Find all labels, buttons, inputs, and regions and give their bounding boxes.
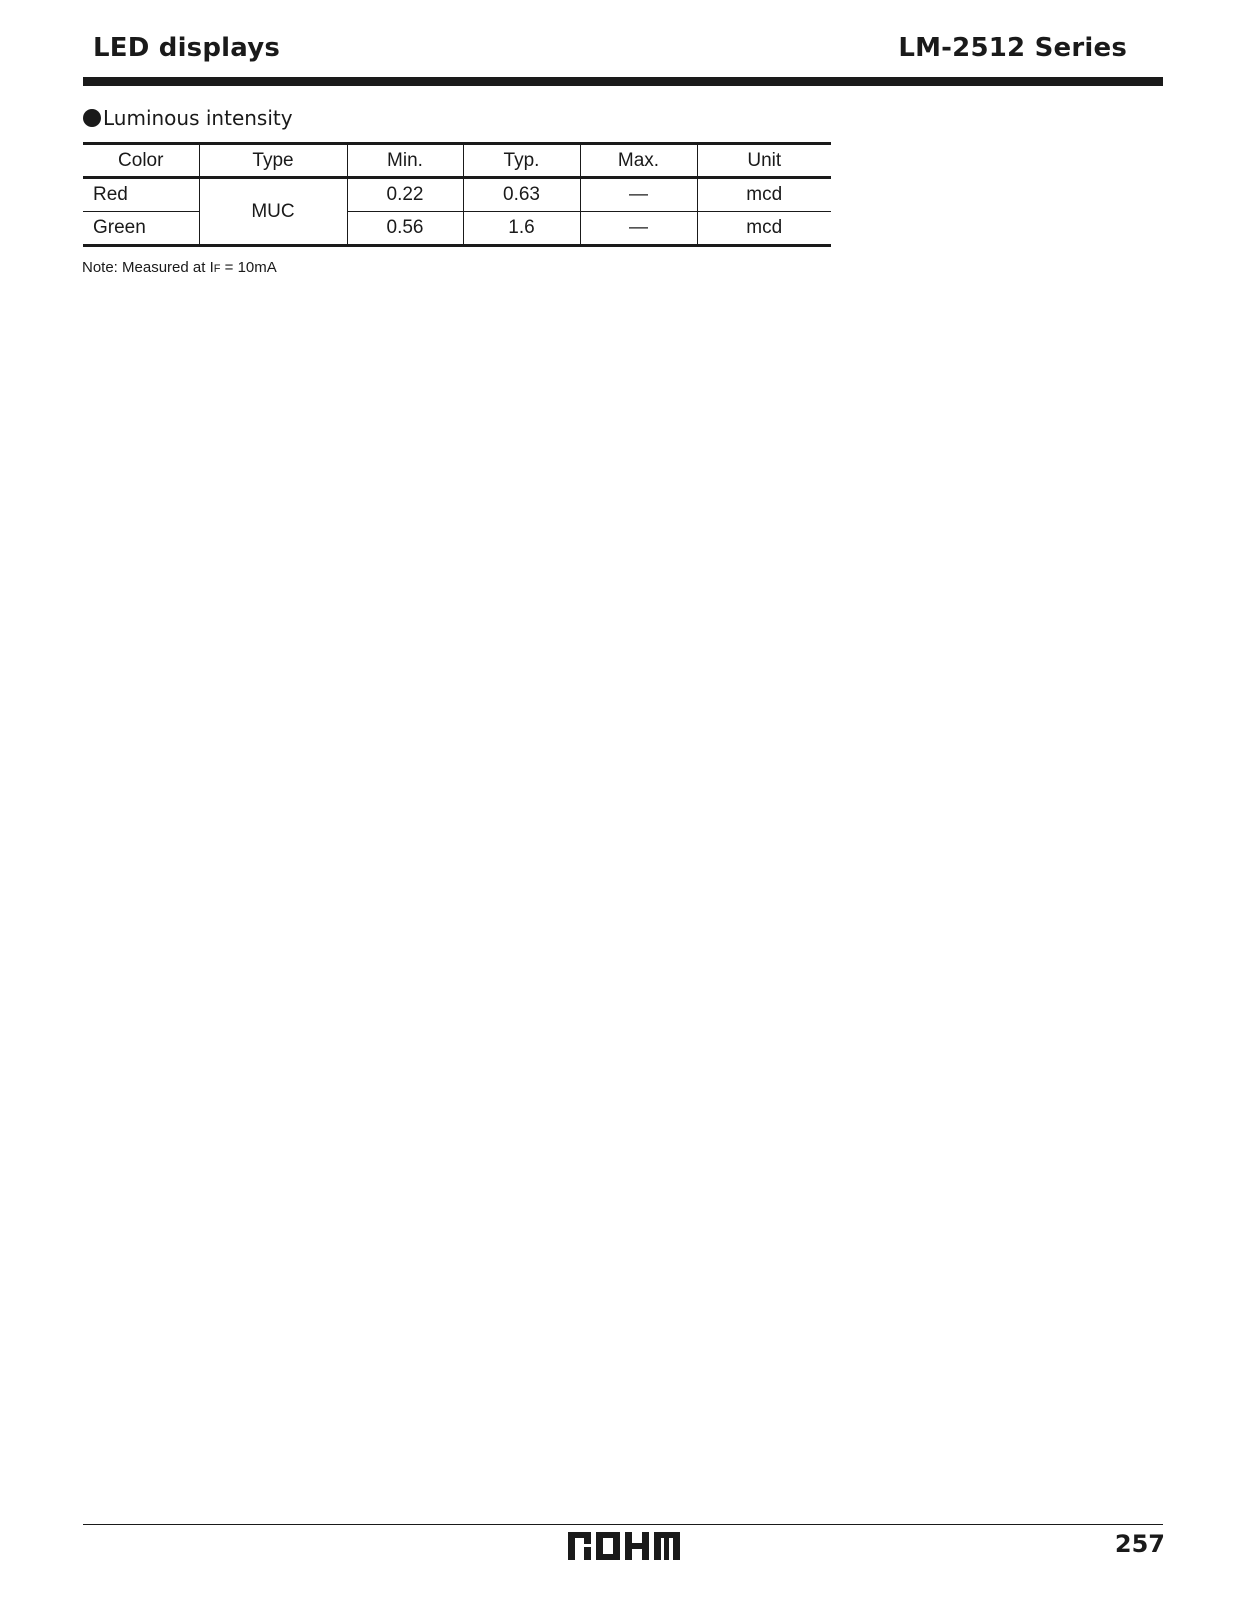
header-rule: [83, 77, 1163, 86]
column-header-unit: Unit: [697, 144, 831, 178]
table-header-row: [83, 144, 831, 178]
cell-min: 0.56: [347, 212, 463, 246]
note-prefix: Note: Measured at I: [82, 259, 214, 276]
cell-type: MUC: [199, 178, 347, 246]
column-header-max: Max.: [580, 144, 697, 178]
header-right-title: LM-2512 Series: [898, 33, 1127, 63]
column-header-color: Color: [83, 144, 199, 178]
bullet-icon: [83, 109, 101, 127]
cell-max: —: [580, 178, 697, 212]
cell-color: Green: [83, 212, 199, 246]
section-heading: [83, 106, 293, 130]
note-suffix: = 10mA: [220, 259, 277, 276]
cell-typ: 0.63: [463, 178, 580, 212]
rohm-logo: [568, 1532, 680, 1564]
column-header-min: Min.: [347, 144, 463, 178]
cell-typ: 1.6: [463, 212, 580, 246]
luminous-intensity-table: [83, 142, 831, 247]
column-header-type: Type: [199, 144, 347, 178]
cell-min: 0.22: [347, 178, 463, 212]
table-row: [83, 178, 831, 212]
header-left-title: LED displays: [93, 33, 281, 63]
rohm-logo-icon: [568, 1532, 680, 1560]
cell-max: —: [580, 212, 697, 246]
measurement-note: [82, 259, 277, 276]
note-subscript: F: [213, 263, 221, 275]
table-row: [83, 212, 831, 246]
section-heading-text: Luminous intensity: [103, 106, 293, 130]
cell-unit: mcd: [697, 212, 831, 246]
cell-color: Red: [83, 178, 199, 212]
cell-unit: mcd: [697, 178, 831, 212]
footer-rule: [83, 1524, 1163, 1525]
page-number: 257: [1114, 1530, 1165, 1558]
column-header-typ: Typ.: [463, 144, 580, 178]
